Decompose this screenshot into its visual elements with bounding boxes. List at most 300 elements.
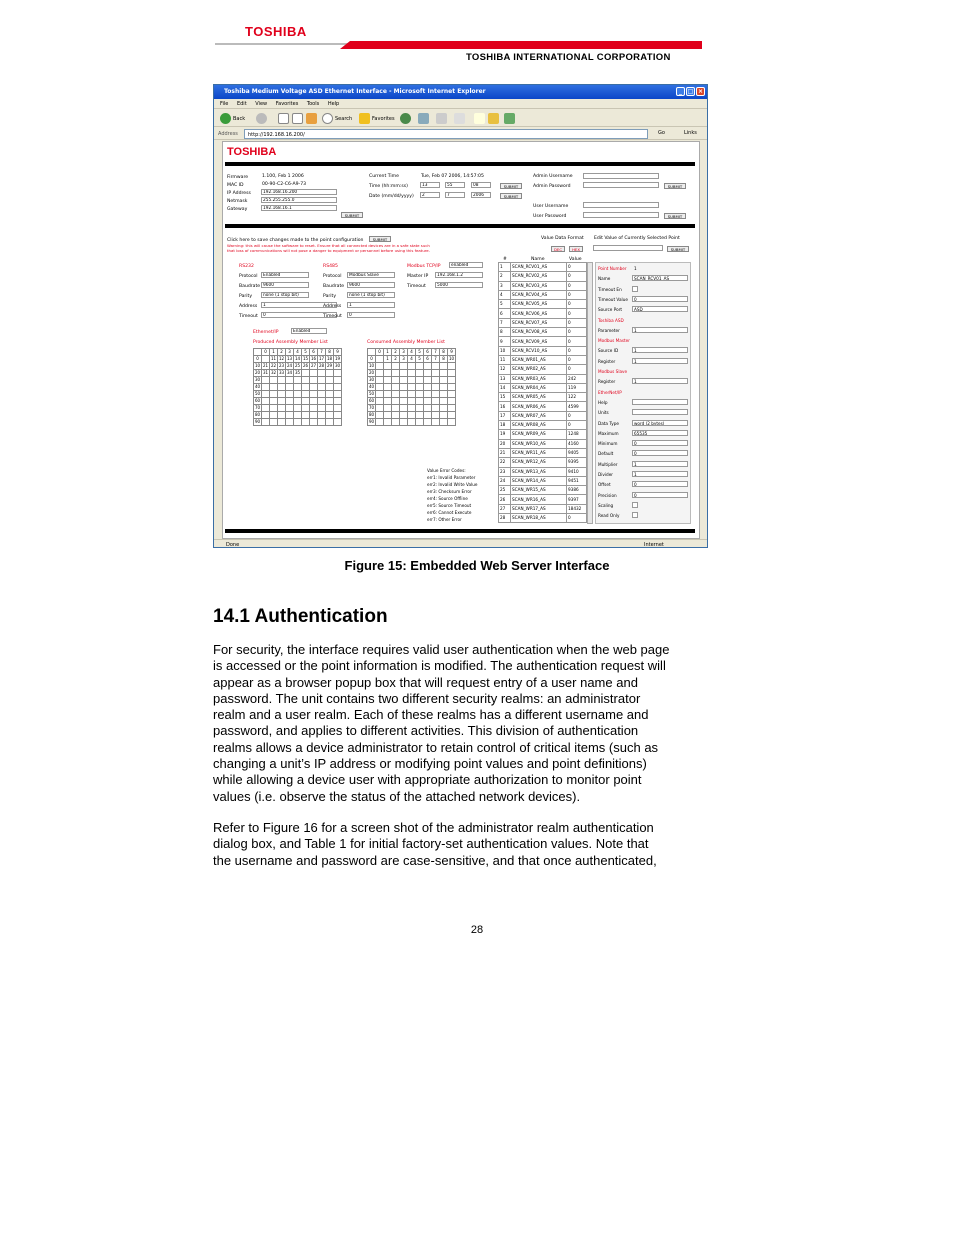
point-row[interactable]	[499, 504, 587, 513]
grid-cell[interactable]	[408, 384, 416, 391]
point-row[interactable]	[499, 355, 587, 364]
grid-cell[interactable]	[302, 377, 310, 384]
grid-cell[interactable]	[278, 398, 286, 405]
grid-cell[interactable]	[392, 412, 400, 419]
grid-cell[interactable]	[294, 405, 302, 412]
grid-cell[interactable]: 6	[424, 356, 432, 363]
grid-cell[interactable]	[448, 419, 456, 426]
property-input[interactable]: ASD	[632, 306, 688, 312]
grid-cell[interactable]	[440, 384, 448, 391]
grid-cell[interactable]	[392, 419, 400, 426]
grid-cell[interactable]	[400, 412, 408, 419]
point-row[interactable]	[499, 448, 587, 457]
grid-cell[interactable]: 18	[326, 356, 333, 361]
point-row[interactable]	[499, 263, 587, 272]
grid-cell[interactable]	[400, 405, 408, 412]
property-input[interactable]	[632, 286, 638, 292]
point-row[interactable]	[499, 346, 587, 355]
property-input[interactable]	[632, 399, 688, 405]
grid-cell[interactable]	[302, 412, 310, 419]
point-row[interactable]	[499, 439, 587, 448]
grid-cell[interactable]	[448, 412, 456, 419]
grid-cell[interactable]	[432, 363, 440, 370]
address-input[interactable]: http://192.168.16.200/	[244, 129, 648, 139]
grid-cell[interactable]	[318, 419, 326, 426]
property-input[interactable]: 0	[632, 450, 688, 456]
grid-cell[interactable]	[326, 405, 334, 412]
netmask-input[interactable]: 255.255.255.0	[261, 197, 337, 203]
parity-select-485[interactable]: none (1 stop bit)	[347, 292, 395, 298]
property-input[interactable]: 0	[632, 440, 688, 446]
grid-cell[interactable]	[432, 398, 440, 405]
grid-cell[interactable]	[384, 412, 392, 419]
point-row[interactable]	[499, 421, 587, 430]
grid-cell[interactable]	[408, 398, 416, 405]
grid-cell[interactable]	[286, 391, 294, 398]
grid-cell[interactable]	[424, 384, 432, 391]
ip-submit-button[interactable]: SUBMIT	[341, 212, 363, 218]
grid-cell[interactable]	[408, 419, 416, 426]
point-value[interactable]: 9451	[567, 476, 587, 485]
day-input[interactable]: 7	[445, 192, 465, 198]
point-row[interactable]	[499, 309, 587, 318]
property-input[interactable]	[632, 409, 688, 415]
grid-cell[interactable]: 29	[326, 363, 333, 368]
property-input[interactable]: 0	[632, 492, 688, 498]
grid-cell[interactable]	[286, 398, 294, 405]
point-row[interactable]	[499, 467, 587, 476]
point-row[interactable]	[499, 393, 587, 402]
menu-edit[interactable]: Edit	[236, 101, 247, 107]
grid-cell[interactable]: 8	[440, 356, 448, 363]
grid-cell[interactable]: 16	[310, 356, 317, 361]
point-row[interactable]	[499, 411, 587, 420]
grid-cell[interactable]: 3	[400, 356, 408, 363]
grid-cell[interactable]: 33	[278, 370, 285, 375]
protocol-select-485[interactable]: Modbus Slave	[347, 272, 395, 278]
tcp-timeout-input[interactable]: 5000	[435, 282, 483, 288]
grid-cell[interactable]	[392, 363, 400, 370]
point-value[interactable]: 0	[567, 514, 587, 523]
grid-cell[interactable]	[416, 405, 424, 412]
point-row[interactable]	[499, 476, 587, 485]
grid-cell[interactable]	[432, 419, 440, 426]
grid-cell[interactable]	[302, 405, 310, 412]
grid-cell[interactable]	[334, 384, 342, 391]
grid-cell[interactable]: 15	[302, 356, 309, 361]
grid-cell[interactable]	[294, 412, 302, 419]
grid-cell[interactable]	[400, 370, 408, 377]
grid-cell[interactable]	[384, 405, 392, 412]
grid-cell[interactable]	[318, 405, 326, 412]
grid-cell[interactable]	[376, 363, 384, 370]
point-value[interactable]: 9397	[567, 495, 587, 504]
grid-cell[interactable]	[440, 363, 448, 370]
grid-cell[interactable]	[424, 377, 432, 384]
point-row[interactable]	[499, 402, 587, 411]
grid-cell[interactable]	[334, 370, 342, 377]
grid-cell[interactable]	[408, 363, 416, 370]
grid-cell[interactable]	[318, 412, 326, 419]
point-value[interactable]: 242	[567, 374, 587, 383]
grid-cell[interactable]: 10	[448, 356, 455, 361]
year-input[interactable]: 2006	[471, 192, 491, 198]
point-value[interactable]: 4160	[567, 439, 587, 448]
menu-help[interactable]: Help	[327, 101, 340, 107]
grid-cell[interactable]	[416, 391, 424, 398]
property-input[interactable]	[632, 512, 638, 518]
point-value[interactable]: 9386	[567, 486, 587, 495]
grid-cell[interactable]	[448, 398, 456, 405]
grid-cell[interactable]	[392, 384, 400, 391]
property-input[interactable]: 1	[632, 347, 688, 353]
grid-cell[interactable]: 31	[262, 370, 269, 375]
grid-cell[interactable]	[384, 398, 392, 405]
property-input[interactable]	[632, 502, 638, 508]
admin-submit-button[interactable]: SUBMIT	[664, 183, 686, 189]
property-input[interactable]: 0	[632, 481, 688, 487]
protocol-select-232[interactable]: Enabled	[261, 272, 309, 278]
property-input[interactable]: 1	[632, 471, 688, 477]
grid-cell[interactable]: 4	[408, 356, 416, 363]
user-submit-button[interactable]: SUBMIT	[664, 213, 686, 219]
grid-cell[interactable]	[392, 370, 400, 377]
point-value[interactable]: 4599	[567, 402, 587, 411]
grid-cell[interactable]	[400, 384, 408, 391]
save-submit-button[interactable]: SUBMIT	[369, 236, 391, 242]
admin-password-input[interactable]	[583, 182, 659, 188]
print-icon[interactable]	[454, 113, 465, 124]
point-value[interactable]: 9410	[567, 467, 587, 476]
grid-cell[interactable]	[262, 356, 270, 363]
master-ip-input[interactable]: 192.168.1.2	[435, 272, 483, 278]
point-row[interactable]	[499, 514, 587, 523]
hour-input[interactable]: 13	[420, 182, 440, 188]
point-row[interactable]	[499, 495, 587, 504]
folder-icon[interactable]	[488, 113, 499, 124]
grid-cell[interactable]	[270, 419, 278, 426]
time-submit-button[interactable]: SUBMIT	[500, 183, 522, 189]
property-input[interactable]: 65535	[632, 430, 688, 436]
property-input[interactable]: 1	[632, 461, 688, 467]
grid-cell[interactable]	[432, 412, 440, 419]
grid-cell[interactable]	[448, 370, 456, 377]
grid-cell[interactable]	[294, 377, 302, 384]
grid-cell[interactable]	[318, 384, 326, 391]
grid-cell[interactable]	[286, 419, 294, 426]
grid-cell[interactable]	[424, 412, 432, 419]
grid-cell[interactable]	[440, 370, 448, 377]
point-row[interactable]	[499, 272, 587, 281]
point-value[interactable]: 0	[567, 346, 587, 355]
grid-cell[interactable]	[416, 412, 424, 419]
refresh-icon[interactable]	[292, 113, 303, 124]
point-row[interactable]	[499, 365, 587, 374]
favorites-icon[interactable]	[359, 113, 370, 124]
grid-cell[interactable]	[416, 363, 424, 370]
point-row[interactable]	[499, 430, 587, 439]
grid-cell[interactable]	[302, 419, 310, 426]
point-value[interactable]: 0	[567, 309, 587, 318]
grid-cell[interactable]	[302, 398, 310, 405]
dec-button[interactable]: DEC	[551, 246, 565, 252]
property-input[interactable]: word (2 bytes)	[632, 420, 688, 426]
menu-tools[interactable]: Tools	[306, 101, 320, 107]
grid-cell[interactable]	[294, 391, 302, 398]
edit-icon[interactable]	[474, 113, 485, 124]
grid-cell[interactable]	[310, 405, 318, 412]
grid-cell[interactable]: 25	[294, 363, 301, 368]
grid-cell[interactable]	[262, 398, 270, 405]
point-value[interactable]: 0	[567, 272, 587, 281]
grid-cell[interactable]	[326, 370, 334, 377]
point-row[interactable]	[499, 328, 587, 337]
grid-cell[interactable]	[326, 419, 334, 426]
grid-cell[interactable]	[424, 398, 432, 405]
point-value[interactable]: 0	[567, 263, 587, 272]
grid-cell[interactable]	[392, 405, 400, 412]
grid-cell[interactable]	[432, 377, 440, 384]
grid-cell[interactable]	[400, 377, 408, 384]
grid-cell[interactable]	[270, 377, 278, 384]
second-input[interactable]: 08	[471, 182, 491, 188]
grid-cell[interactable]	[376, 405, 384, 412]
grid-cell[interactable]	[376, 419, 384, 426]
grid-cell[interactable]	[270, 391, 278, 398]
grid-cell[interactable]	[318, 377, 326, 384]
grid-cell[interactable]	[400, 391, 408, 398]
grid-cell[interactable]	[376, 370, 384, 377]
grid-cell[interactable]: 1	[384, 356, 392, 363]
point-value[interactable]: 0	[567, 281, 587, 290]
admin-username-input[interactable]	[583, 173, 659, 179]
grid-cell[interactable]	[448, 363, 456, 370]
go-button[interactable]: Go	[658, 130, 665, 136]
point-row[interactable]	[499, 318, 587, 327]
grid-cell[interactable]	[408, 412, 416, 419]
forward-icon[interactable]	[256, 113, 267, 124]
menu-view[interactable]: View	[255, 101, 268, 107]
grid-cell[interactable]: 17	[318, 356, 325, 361]
grid-cell[interactable]: 2	[392, 356, 400, 363]
grid-cell[interactable]	[392, 398, 400, 405]
grid-cell[interactable]: 32	[270, 370, 277, 375]
grid-cell[interactable]	[326, 377, 334, 384]
grid-cell[interactable]	[262, 384, 270, 391]
grid-cell[interactable]	[424, 391, 432, 398]
grid-cell[interactable]: 22	[270, 363, 277, 368]
grid-cell[interactable]	[408, 377, 416, 384]
grid-cell[interactable]	[416, 419, 424, 426]
baudrate-select-232[interactable]: 9600	[261, 282, 309, 288]
grid-cell[interactable]	[294, 398, 302, 405]
grid-cell[interactable]	[270, 398, 278, 405]
grid-cell[interactable]	[408, 370, 416, 377]
point-value[interactable]: 0	[567, 421, 587, 430]
edit-value-input[interactable]	[593, 245, 663, 251]
property-input[interactable]: 1	[632, 327, 688, 333]
grid-cell[interactable]	[432, 391, 440, 398]
grid-cell[interactable]	[286, 377, 294, 384]
grid-cell[interactable]: 12	[278, 356, 285, 361]
grid-cell[interactable]	[262, 419, 270, 426]
grid-cell[interactable]	[448, 391, 456, 398]
grid-cell[interactable]	[278, 384, 286, 391]
grid-cell[interactable]: 35	[294, 370, 301, 375]
point-row[interactable]	[499, 458, 587, 467]
grid-cell[interactable]: 28	[318, 363, 325, 368]
point-value[interactable]: 0	[567, 318, 587, 327]
grid-cell[interactable]	[376, 398, 384, 405]
grid-cell[interactable]	[278, 419, 286, 426]
address-input-232[interactable]: 1	[261, 302, 337, 308]
grid-cell[interactable]	[310, 419, 318, 426]
point-value[interactable]: 0	[567, 355, 587, 364]
grid-cell[interactable]	[278, 405, 286, 412]
grid-cell[interactable]	[326, 398, 334, 405]
timeout-input-485[interactable]: 0	[347, 312, 395, 318]
grid-cell[interactable]: 11	[270, 356, 277, 361]
grid-cell[interactable]	[326, 384, 334, 391]
grid-cell[interactable]	[270, 412, 278, 419]
grid-cell[interactable]: 26	[302, 363, 309, 368]
grid-cell[interactable]	[392, 377, 400, 384]
grid-cell[interactable]	[448, 405, 456, 412]
grid-cell[interactable]: 5	[416, 356, 424, 363]
point-value[interactable]: 119	[567, 383, 587, 392]
menu-favorites[interactable]: Favorites	[275, 101, 299, 107]
search-icon[interactable]	[322, 113, 333, 124]
grid-cell[interactable]: 13	[286, 356, 293, 361]
grid-cell[interactable]: 14	[294, 356, 301, 361]
grid-cell[interactable]	[310, 391, 318, 398]
point-row[interactable]	[499, 374, 587, 383]
grid-cell[interactable]: 7	[432, 356, 440, 363]
grid-cell[interactable]	[286, 412, 294, 419]
grid-cell[interactable]	[408, 405, 416, 412]
point-row[interactable]	[499, 290, 587, 299]
grid-cell[interactable]	[278, 412, 286, 419]
grid-cell[interactable]	[262, 391, 270, 398]
grid-cell[interactable]	[334, 391, 342, 398]
month-input[interactable]: 2	[420, 192, 440, 198]
grid-cell[interactable]	[310, 412, 318, 419]
grid-cell[interactable]: 21	[262, 363, 269, 368]
grid-cell[interactable]	[294, 419, 302, 426]
grid-cell[interactable]	[278, 377, 286, 384]
grid-cell[interactable]	[376, 356, 384, 363]
property-input[interactable]: 1	[632, 358, 688, 364]
point-row[interactable]	[499, 281, 587, 290]
point-value[interactable]: 0	[567, 365, 587, 374]
point-row[interactable]	[499, 486, 587, 495]
grid-cell[interactable]	[416, 384, 424, 391]
grid-cell[interactable]	[400, 419, 408, 426]
grid-cell[interactable]	[270, 405, 278, 412]
grid-cell[interactable]	[334, 419, 342, 426]
ip-input[interactable]: 192.168.16.200	[261, 189, 337, 195]
grid-cell[interactable]	[318, 370, 326, 377]
user-username-input[interactable]	[583, 202, 659, 208]
point-table-scrollbar[interactable]	[587, 262, 593, 524]
grid-cell[interactable]	[400, 363, 408, 370]
grid-cell[interactable]	[334, 398, 342, 405]
grid-cell[interactable]	[416, 370, 424, 377]
grid-cell[interactable]	[376, 377, 384, 384]
timeout-input-232[interactable]: 0	[261, 312, 337, 318]
point-value[interactable]: 9395	[567, 458, 587, 467]
point-row[interactable]	[499, 383, 587, 392]
maximize-icon[interactable]: □	[687, 88, 694, 95]
property-input[interactable]: 1	[632, 378, 688, 384]
hex-button[interactable]: HEX	[569, 246, 583, 252]
grid-cell[interactable]	[262, 412, 270, 419]
point-value[interactable]: 0	[567, 337, 587, 346]
grid-cell[interactable]	[424, 363, 432, 370]
minute-input[interactable]: 55	[445, 182, 465, 188]
address-input-485[interactable]: 1	[347, 302, 395, 308]
point-value[interactable]: 9405	[567, 448, 587, 457]
grid-cell[interactable]	[440, 419, 448, 426]
grid-cell[interactable]: 34	[286, 370, 293, 375]
media-icon[interactable]	[400, 113, 411, 124]
grid-cell[interactable]	[286, 405, 294, 412]
messenger-icon[interactable]	[504, 113, 515, 124]
point-row[interactable]	[499, 337, 587, 346]
grid-cell[interactable]	[376, 391, 384, 398]
grid-cell[interactable]	[384, 419, 392, 426]
grid-cell[interactable]	[334, 405, 342, 412]
grid-cell[interactable]	[294, 384, 302, 391]
grid-cell[interactable]	[278, 391, 286, 398]
grid-cell[interactable]	[384, 384, 392, 391]
point-value[interactable]: 0	[567, 328, 587, 337]
grid-cell[interactable]	[302, 370, 310, 377]
grid-cell[interactable]	[432, 370, 440, 377]
home-icon[interactable]	[306, 113, 317, 124]
grid-cell[interactable]	[448, 377, 456, 384]
minimize-icon[interactable]: _	[676, 87, 685, 96]
grid-cell[interactable]	[400, 398, 408, 405]
grid-cell[interactable]: 24	[286, 363, 293, 368]
edit-submit-button[interactable]: SUBMIT	[667, 246, 689, 252]
point-value[interactable]: 0	[567, 411, 587, 420]
grid-cell[interactable]	[302, 391, 310, 398]
stop-icon[interactable]	[278, 113, 289, 124]
grid-cell[interactable]	[334, 377, 342, 384]
mail-icon[interactable]	[436, 113, 447, 124]
grid-cell[interactable]: 30	[334, 363, 341, 368]
date-submit-button[interactable]: SUBMIT	[500, 193, 522, 199]
grid-cell[interactable]	[416, 377, 424, 384]
grid-cell[interactable]	[286, 384, 294, 391]
grid-cell[interactable]: 23	[278, 363, 285, 368]
point-row[interactable]	[499, 300, 587, 309]
grid-cell[interactable]	[310, 384, 318, 391]
grid-cell[interactable]: 27	[310, 363, 317, 368]
grid-cell[interactable]	[262, 377, 270, 384]
grid-cell[interactable]	[416, 398, 424, 405]
grid-cell[interactable]	[318, 391, 326, 398]
point-value[interactable]: 0	[567, 300, 587, 309]
grid-cell[interactable]	[424, 370, 432, 377]
grid-cell[interactable]	[310, 370, 318, 377]
parity-select-232[interactable]: none (1 stop bit)	[261, 292, 309, 298]
grid-cell[interactable]	[270, 384, 278, 391]
grid-cell[interactable]	[310, 377, 318, 384]
close-icon[interactable]: ×	[697, 88, 704, 95]
user-password-input[interactable]	[583, 212, 659, 218]
